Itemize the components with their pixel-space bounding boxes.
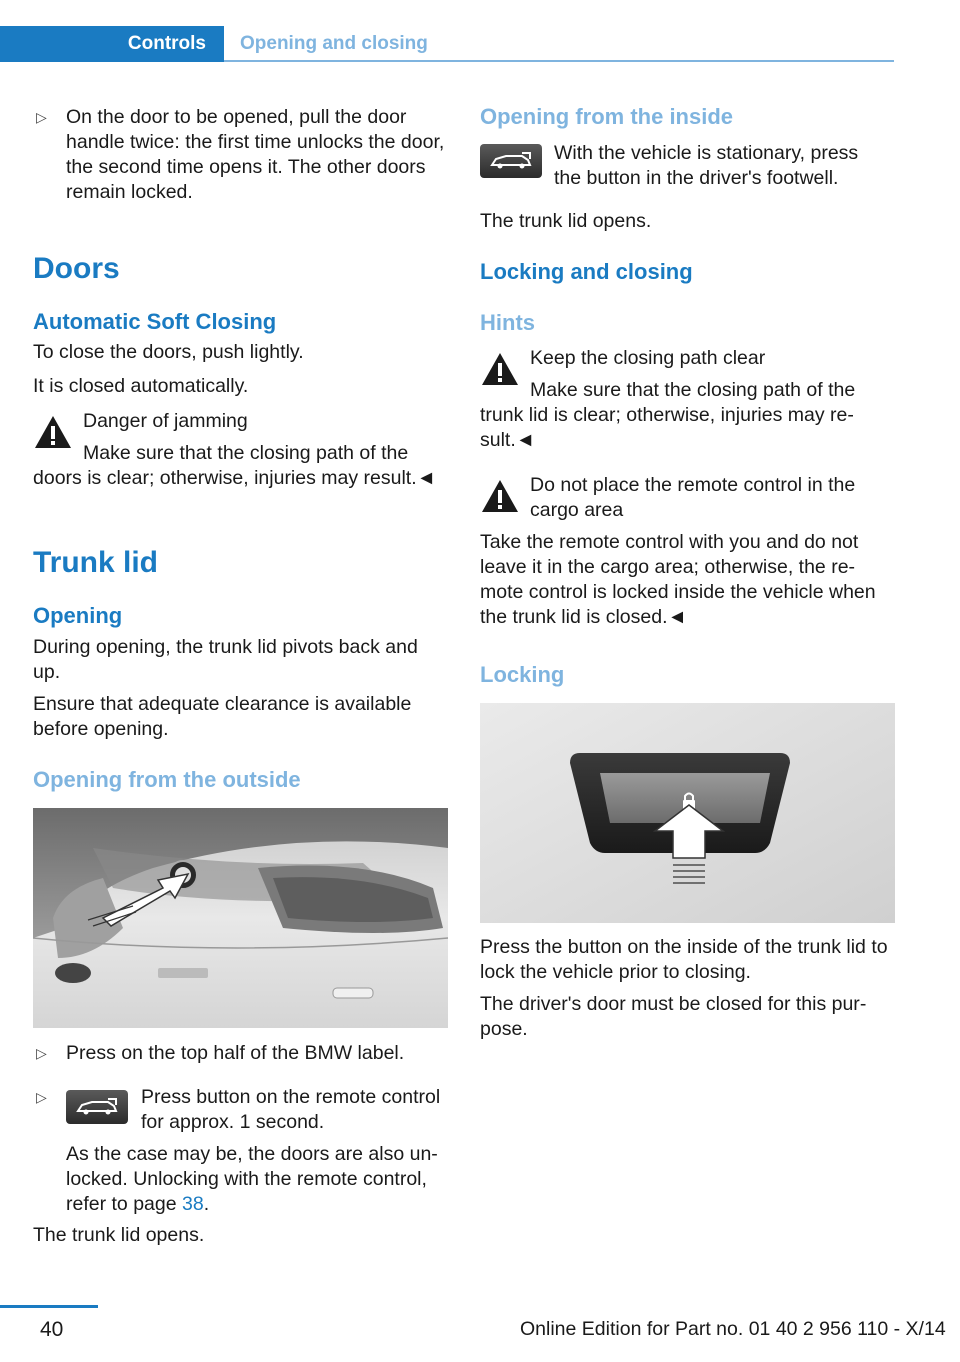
opening-heading: Opening [33,603,123,628]
subtext-after: . [203,1193,210,1215]
locking-text-1: Press the button on the inside of the trunk lid to lock the vehicle prior to closing. [480,936,888,983]
doors-heading: Doors [33,252,120,285]
warning-remote-body: Take the remote control with you and do not leave it in the cargo area; otherwise, the remote control is locked inside the vehicle when the trunk lid is closed.◄ [480,531,876,628]
locking-closing-heading: Locking and closing [480,259,693,284]
page-number: 40 [40,1318,64,1341]
bullet-bmw-label: Press on the top half of the BMW label. [66,1042,405,1064]
bullet-remote-subtext [66,1142,446,1217]
warning-closing-path-body: Make sure that the closing path of the trunk lid is clear; otherwise, injuries may result.◄ [480,379,856,451]
warning-closing-path-title: Keep the closing path clear [530,347,766,369]
warning-jamming-title: Danger of jamming [83,410,248,432]
bullet-remote-text: Press button on the remote control for approx. 1 second. [141,1086,441,1133]
warning-jamming-body: Make sure that the closing path of the doors is clear; otherwise, injuries may result.◄ [33,442,436,489]
bullet-triangle-icon: ▷ [36,109,47,125]
soft-closing-text-2: It is closed automatically. [33,375,249,397]
opening-outside-heading: Opening from the outside [33,767,301,792]
soft-closing-heading: Automatic Soft Closing [33,309,277,334]
edition-text: Online Edition for Part no. 01 40 2 956 110 - X/14 [520,1318,946,1340]
trunk-button-icon [66,1090,128,1124]
header-divider [224,60,894,62]
warning-remote-title: Do not place the remote control in the cargo area [530,474,856,521]
footer-divider [0,1305,98,1308]
trunk-button-icon [480,144,542,178]
trunk-opens-text-left: The trunk lid opens. [33,1224,205,1246]
locking-text-2: The driver's door must be closed for this purpose. [480,993,867,1040]
opening-inside-heading: Opening from the inside [480,104,734,129]
bullet-triangle-icon: ▷ [36,1089,47,1105]
lock-button-image [480,703,895,923]
subtext-before: As the case may be, the doors are also unlocked. Unlocking with the remote control, refer to page [66,1143,438,1215]
soft-closing-text-1: To close the doors, push lightly. [33,341,304,363]
car-rear-image [33,808,448,1028]
hints-heading: Hints [480,310,535,335]
opening-inside-text: With the vehicle is stationary, press the button in the driver's footwell. [554,142,859,189]
chapter-tab[interactable] [0,26,224,62]
bullet-triangle-icon: ▷ [36,1045,47,1061]
trunk-lid-heading: Trunk lid [33,546,159,579]
trunk-opens-text-right: The trunk lid opens. [480,210,652,232]
locking-heading: Locking [480,662,565,687]
chapter-tab-label: Controls [127,33,206,54]
section-title[interactable]: Opening and closing [240,33,428,54]
warning-icon [480,478,520,514]
page-38-link[interactable]: 38 [182,1193,204,1215]
opening-text-1: During opening, the trunk lid pivots back and up. [33,636,418,683]
bullet-intro-text: On the door to be opened, pull the door handle twice: the first time unlocks the door, the second time opens it. The other doors remain locked. [66,106,445,203]
opening-text-2: Ensure that adequate clearance is available before opening. [33,693,412,740]
